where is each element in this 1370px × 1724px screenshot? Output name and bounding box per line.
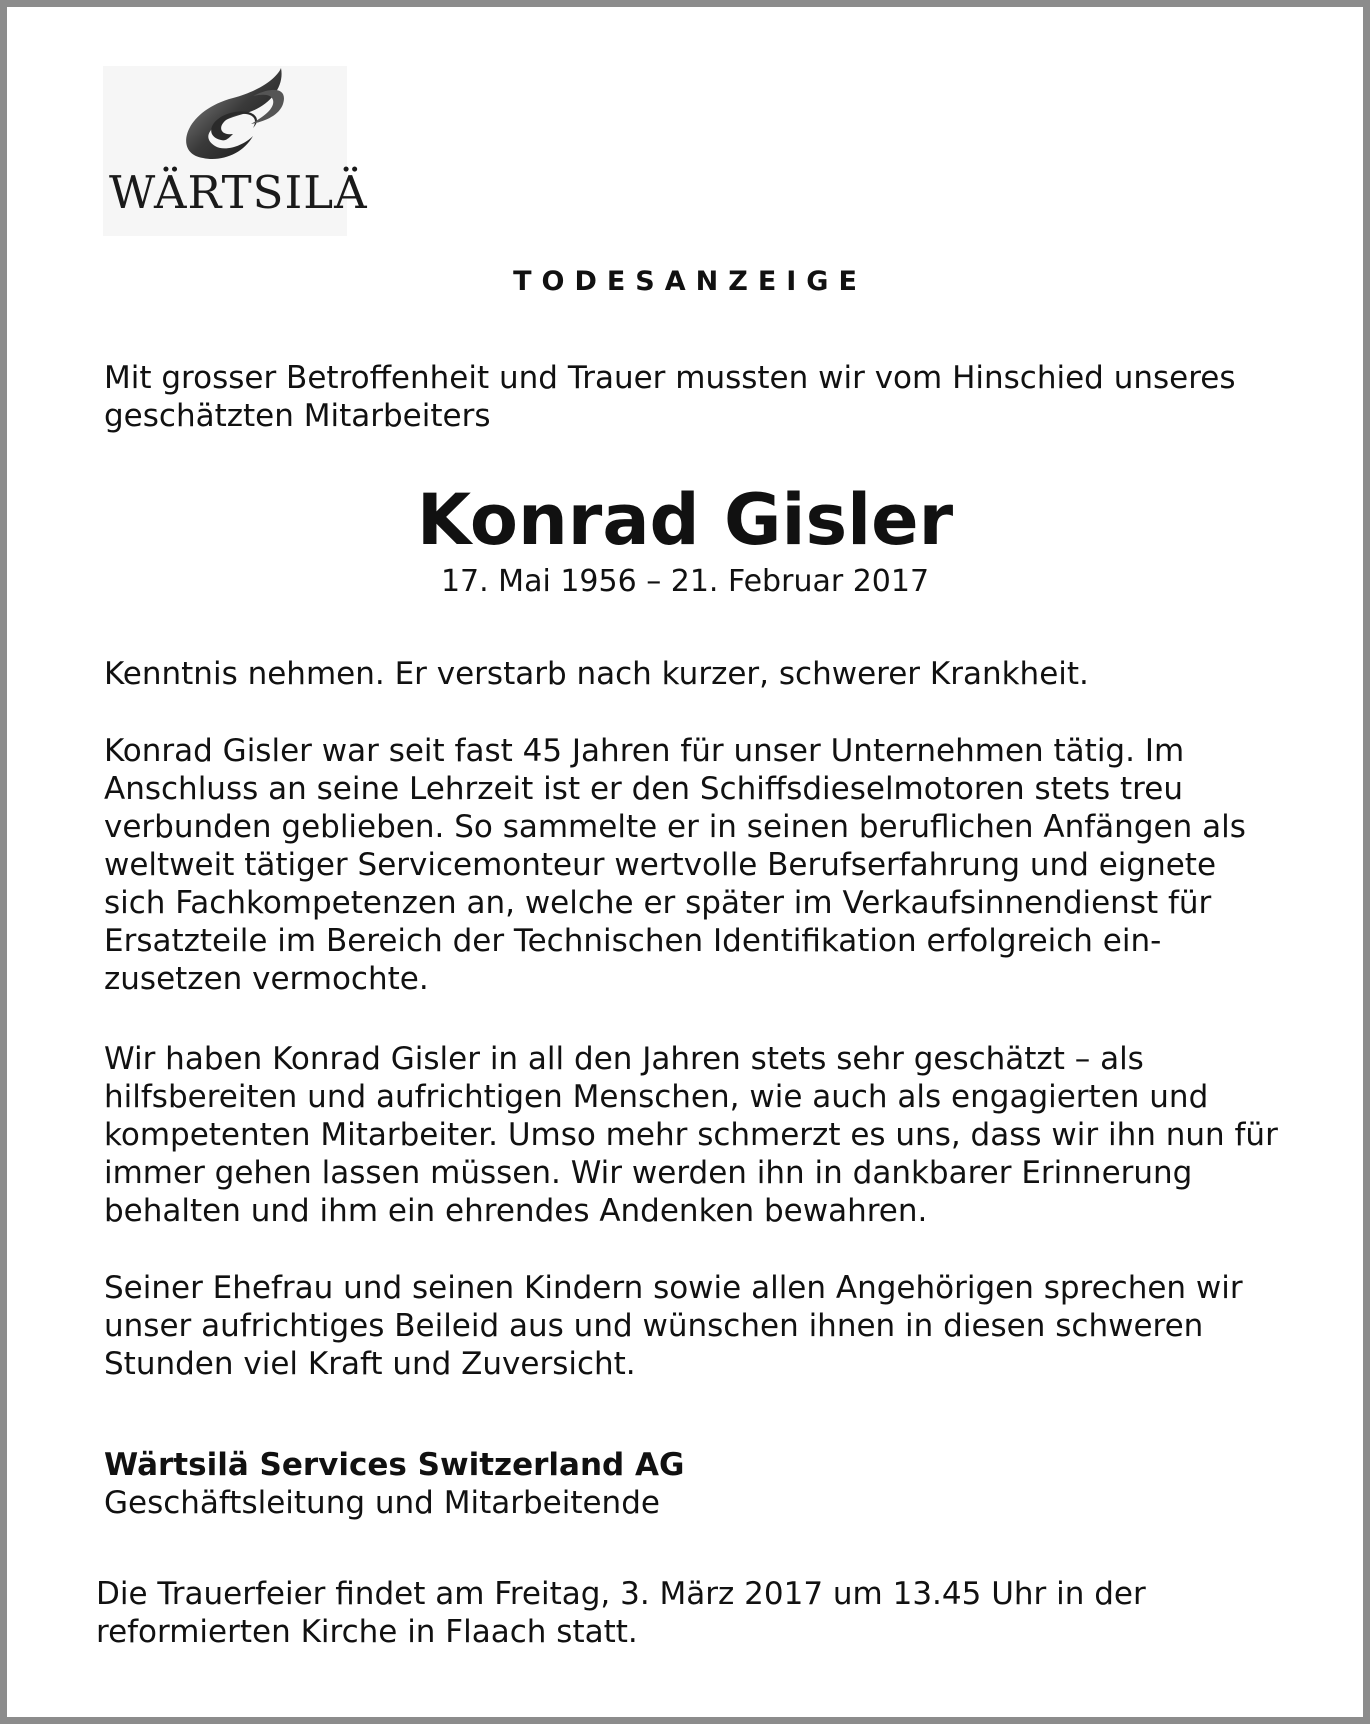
signature-subline: Geschäftsleitung und Mitarbeitende — [104, 1485, 660, 1521]
paragraph-3: Wir haben Konrad Gisler in all den Jahren stets sehr geschätzt – als hilfsbereiten und aufrichtigen Menschen, wie auch als engagierten und kompetenten Mitarbeiter. Umso mehr schmerzt es uns, dass wir ihn nun für immer gehen lassen müssen. Wir werden ihn in dankbarer Erinnerung behalten und ihm ein ehrendes Andenken bewahren. — [104, 1041, 1278, 1229]
life-dates: 17. Mai 1956 – 21. Februar 2017 — [440, 564, 930, 599]
signature-company: Wärtsilä Services Switzerland AG — [104, 1447, 685, 1483]
logo-wordmark: WÄRTSILÄ — [109, 166, 368, 219]
paragraph-4: Seiner Ehefrau und seinen Kindern sowie allen Angehörigen sprechen wir unser aufrichtiges Beileid aus und wünschen ihnen in diesen schweren Stunden viel Kraft und Zuversicht. — [104, 1270, 1243, 1382]
page-title: TODESANZEIGE — [513, 266, 867, 297]
funeral-notice: Die Trauerfeier findet am Freitag, 3. März 2017 um 13.45 Uhr in der reformierten Kirche in Flaach statt. — [96, 1576, 1146, 1650]
deceased-name: Konrad Gisler — [416, 479, 954, 561]
paragraph-1: Kenntnis nehmen. Er verstarb nach kurzer, schwerer Krankheit. — [104, 656, 1089, 692]
company-logo — [103, 66, 368, 236]
intro-text: Mit grosser Betroffenheit und Trauer mussten wir vom Hinschied unseres geschätzten Mitarbeiters — [104, 360, 1236, 434]
paragraph-2: Konrad Gisler war seit fast 45 Jahren für unser Unternehmen tätig. Im Anschluss an seine Lehrzeit ist er den Schiffsdieselmotoren stets treu verbunden geblieben. So sammelte er in seinen beruflichen Anfängen als weltweit tätiger Servicemonteur wertvolle Berufserfahrung und eignete sich Fachkompetenzen an, welche er später im Verkaufsinnendienst für Ersatzteile im Bereich der Technischen Identifikation erfolgreich ein-zusetzen vermochte. — [104, 733, 1246, 997]
